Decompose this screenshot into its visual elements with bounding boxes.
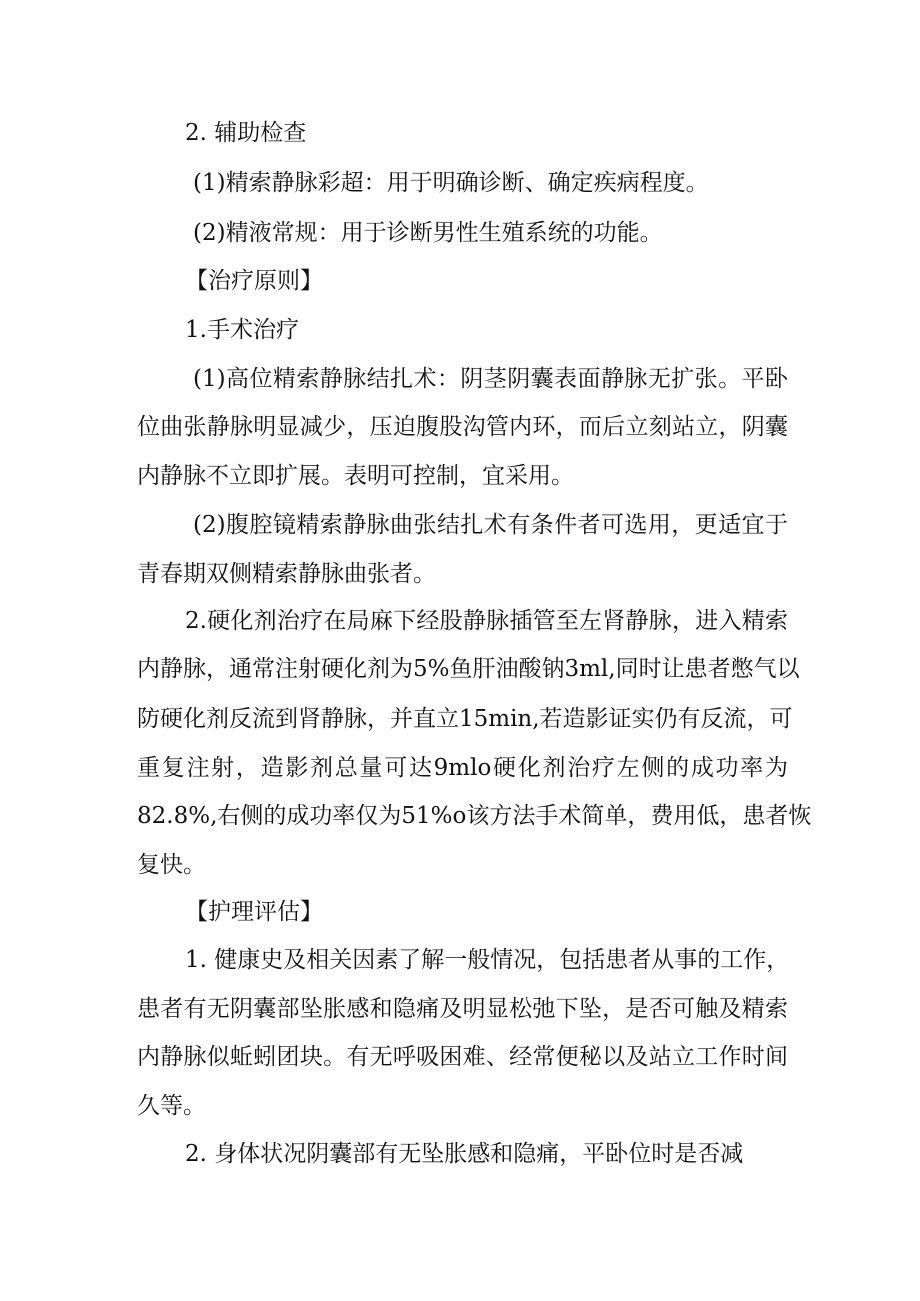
paragraph-line: 内静脉，通常注射硬化剂为5%鱼肝油酸钠3ml,同时让患者憋气以 [137,656,800,682]
subheading-surgical-treatment: 1.手术治疗 [185,317,299,343]
paragraph-line: 82.8%,右侧的成功率仅为51%o该方法手术简单，费用低，患者恢 [137,803,812,829]
paragraph-line: (1)精索静脉彩超：用于明确诊断、确定疾病程度。 [193,170,709,196]
paragraph-line: 复快。 [137,852,206,878]
paragraph-line: (2)腹腔镜精索静脉曲张结扎术有条件者可选用，更适宜于 [193,512,788,538]
paragraph-line: 位曲张静脉明显减少，压迫腹股沟管内环，而后立刻站立，阴囊 [137,414,788,440]
paragraph-line: 内静脉不立即扩展。表明可控制，宜采用。 [137,463,574,489]
section-heading-nursing-assessment: 【护理评估】 [185,899,323,925]
paragraph-line: 内静脉似蚯蚓团块。有无呼吸困难、经常便秘以及站立工作时间 [137,1044,788,1070]
paragraph-line: (2)精液常规：用于诊断男性生殖系统的功能。 [193,220,663,246]
paragraph-line: (1)高位精索静脉结扎术：阴茎阴囊表面静脉无扩张。平卧 [193,366,788,392]
section-heading-treatment-principles: 【治疗原则】 [185,268,323,294]
paragraph-line: 1. 健康史及相关因素了解一般情况，包括患者从事的工作， [185,947,790,973]
paragraph-line: 2. 身体状况阴囊部有无坠胀感和隐痛，平卧位时是否减 [185,1141,744,1167]
paragraph-line: 患者有无阴囊部坠胀感和隐痛及明显松弛下坠，是否可触及精索 [137,996,788,1022]
section-heading-auxiliary-exam: 2. 辅助检查 [185,120,307,146]
paragraph-line: 重复注射，造影剂总量可达9mlo硬化剂治疗左侧的成功率为 [137,755,788,781]
paragraph-line: 防硬化剂反流到肾静脉，并直立15min,若造影证实仍有反流，可 [137,706,793,732]
paragraph-line: 久等。 [137,1093,206,1119]
paragraph-line: 2.硬化剂治疗在局麻下经股静脉插管至左肾静脉，进入精索 [185,608,788,634]
paragraph-line: 青春期双侧精索静脉曲张者。 [137,561,436,587]
